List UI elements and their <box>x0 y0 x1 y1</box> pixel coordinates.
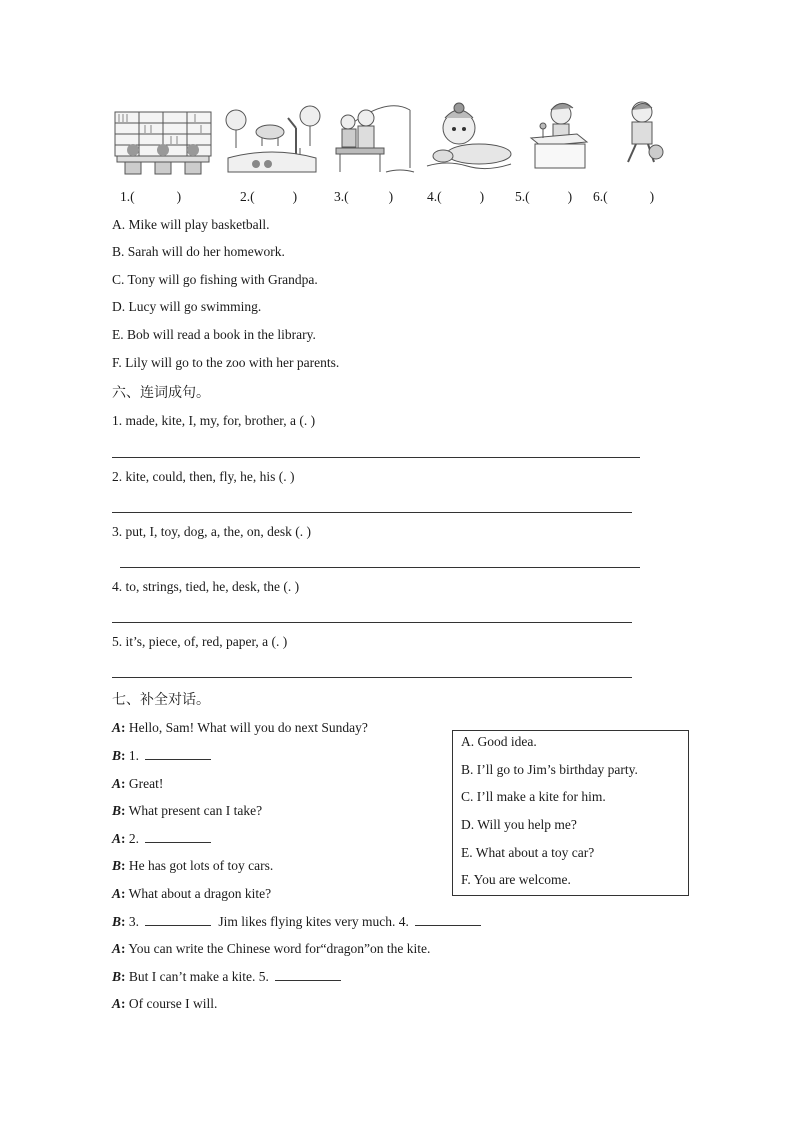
dialogue-line: A: 2. <box>112 831 211 847</box>
speaker-label: B <box>112 858 122 873</box>
answer-line[interactable] <box>112 622 632 623</box>
dialogue-line: A: Of course I will. <box>112 996 218 1011</box>
matching-option: F. Lily will go to the zoo with her parents. <box>112 355 340 370</box>
library-students-icon <box>113 98 213 178</box>
dialogue-option: C. I’ll make a kite for him. <box>461 789 606 804</box>
speaker-label: A <box>112 831 122 846</box>
section-7-title: 七、补全对话。 <box>112 692 210 708</box>
dialogue-option: D. Will you help me? <box>461 817 577 832</box>
dialogue-options-box <box>452 730 689 896</box>
section-6-title: 六、连词成句。 <box>112 385 210 401</box>
speaker-label: A <box>112 941 122 956</box>
speaker-label: B <box>112 969 122 984</box>
picture-label-3: 3.( ) <box>334 189 394 204</box>
speaker-label: B <box>112 748 122 763</box>
dialogue-line: A: Great! <box>112 776 164 791</box>
speaker-label: B <box>112 914 122 929</box>
answer-line[interactable] <box>120 567 640 568</box>
blank-4[interactable] <box>415 914 481 926</box>
dialogue-line: A: You can write the Chinese word for“dragon”on the kite. <box>112 941 431 956</box>
blank-2[interactable] <box>145 831 211 843</box>
picture-label-6: 6.( ) <box>593 189 655 204</box>
zoo-animals-icon <box>222 98 322 178</box>
dialogue-line: A: Hello, Sam! What will you do next Sunday? <box>112 720 368 735</box>
speaker-label: A <box>112 720 122 735</box>
dialogue-line: B: 3. Jim likes flying kites very much. 4. <box>112 914 481 930</box>
dialogue-line: B: What present can I take? <box>112 803 263 818</box>
blank-3[interactable] <box>145 914 211 926</box>
dialogue-option: F. You are welcome. <box>461 872 571 887</box>
matching-option: B. Sarah will do her homework. <box>112 244 285 259</box>
dialogue-line: A: What about a dragon kite? <box>112 886 272 901</box>
picture-label-1: 1.( ) <box>120 189 182 204</box>
dialogue-option: B. I’ll go to Jim’s birthday party. <box>461 762 638 777</box>
picture-label-4: 4.( ) <box>427 189 485 204</box>
speaker-label: A <box>112 996 122 1011</box>
picture-label-2: 2.( ) <box>240 189 298 204</box>
speaker-label: A <box>112 886 122 901</box>
answer-line[interactable] <box>112 677 632 678</box>
matching-option: C. Tony will go fishing with Grandpa. <box>112 272 318 287</box>
blank-1[interactable] <box>145 748 211 760</box>
picture-label-5: 5.( ) <box>515 189 573 204</box>
speaker-label: A <box>112 776 122 791</box>
matching-option: D. Lucy will go swimming. <box>112 299 262 314</box>
matching-option: A. Mike will play basketball. <box>112 217 270 232</box>
sentence-prompt: 3. put, I, toy, dog, a, the, on, desk (. ) <box>112 524 311 539</box>
girl-swimming-icon <box>423 98 515 178</box>
dialogue-option: A. Good idea. <box>461 734 537 749</box>
speaker-label: B <box>112 803 122 818</box>
sentence-prompt: 5. it’s, piece, of, red, paper, a (. ) <box>112 634 288 649</box>
sentence-prompt: 4. to, strings, tied, he, desk, the (. ) <box>112 579 300 594</box>
dialogue-line: B: He has got lots of toy cars. <box>112 858 274 873</box>
fishing-grandpa-icon <box>326 98 414 178</box>
blank-5[interactable] <box>275 969 341 981</box>
sentence-prompt: 1. made, kite, I, my, for, brother, a (. ) <box>112 413 316 428</box>
boy-basketball-icon <box>614 98 670 178</box>
answer-line[interactable] <box>112 457 640 458</box>
dialogue-option: E. What about a toy car? <box>461 845 595 860</box>
dialogue-line: B: 1. <box>112 748 211 764</box>
girl-homework-icon <box>527 98 592 178</box>
answer-line[interactable] <box>112 512 632 513</box>
dialogue-line: B: But I can’t make a kite. 5. <box>112 969 341 985</box>
sentence-prompt: 2. kite, could, then, fly, he, his (. ) <box>112 469 295 484</box>
matching-option: E. Bob will read a book in the library. <box>112 327 316 342</box>
